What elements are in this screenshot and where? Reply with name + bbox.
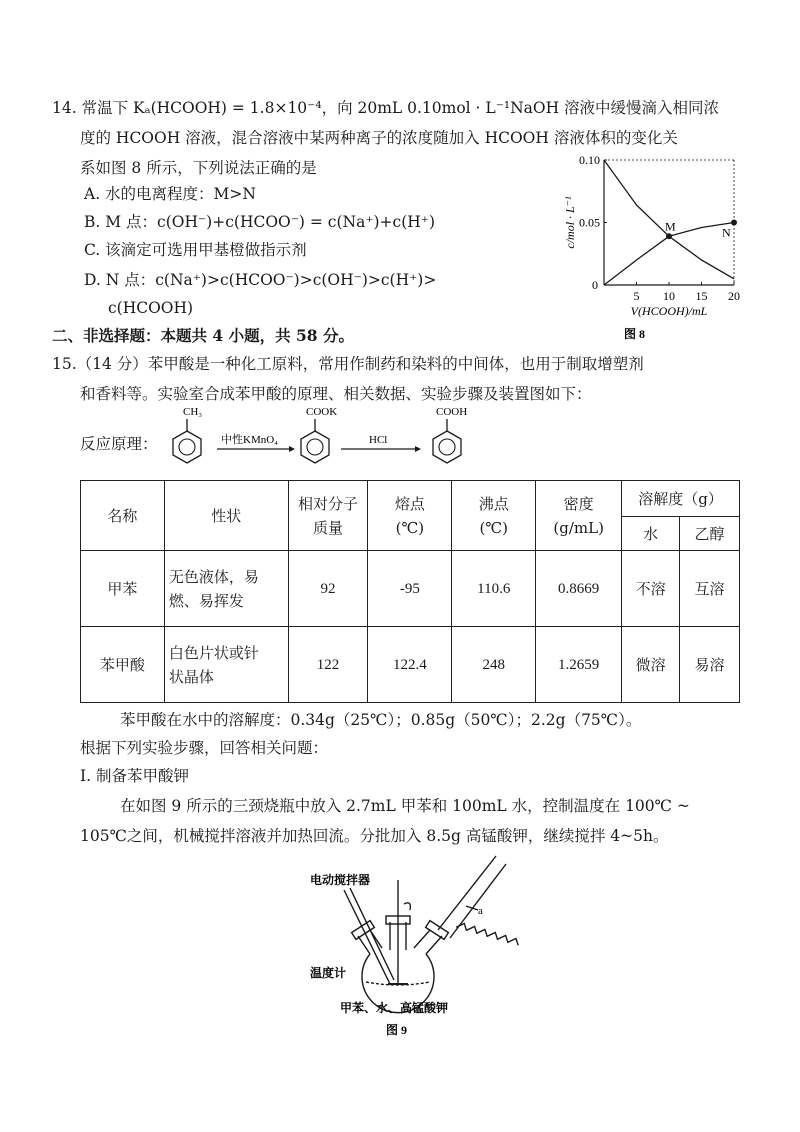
q14-line-1: 14. 常温下 Kₐ(HCOOH) = 1.8×10⁻⁴，向 20mL 0.10mol · L⁻¹NaOH 溶液中缓慢滴入相同浓 xyxy=(52,99,720,117)
flask-contents-label: 甲苯、水、高锰酸钾 xyxy=(340,1001,449,1015)
header-density: 密度 (g/mL) xyxy=(536,481,622,551)
point-m xyxy=(666,233,672,239)
step-1-line-2: 105℃之间，机械搅拌溶液并加热回流。分批加入 8.5g 高锰酸钾，继续搅拌 4~5h。 xyxy=(80,827,669,845)
header-name: 名称 xyxy=(81,481,165,551)
x-axis-label: V(HCOOH)/mL xyxy=(630,304,708,318)
q15-line-1: 15.（14 分）苯甲酸是一种化工原料，常用作制药和染料的中间体，也用于制取增塑剂 xyxy=(52,355,644,373)
x-tick-label: 15 xyxy=(695,289,708,303)
header-melting-point: 熔点 (℃) xyxy=(368,481,452,551)
q14-line-2: 度的 HCOOH 溶液，混合溶液中某两种离子的浓度随加入 HCOOH 溶液体积的变化关 xyxy=(80,129,678,147)
figure-9-caption: 图 9 xyxy=(386,1023,408,1037)
header-state: 性状 xyxy=(164,481,288,551)
point-n xyxy=(731,220,737,226)
solubility-note: 苯甲酸在水中的溶解度：0.34g（25℃）；0.85g（50℃）；2.2g（75℃）。 xyxy=(120,711,642,729)
stirrer-label: 电动搅拌器 xyxy=(310,873,371,887)
q14-option-a: A. 水的电离程度：M>N xyxy=(84,185,256,203)
header-molar-mass: 相对分子 质量 xyxy=(288,481,368,551)
figure-8-chart xyxy=(560,150,770,345)
origin-label: 0 xyxy=(592,278,598,292)
point-n-label: N xyxy=(722,225,731,240)
header-boiling-point: 沸点 (℃) xyxy=(452,481,536,551)
section-2-heading: 二、非选择题：本题共 4 小题，共 58 分。 xyxy=(52,326,354,345)
x-tick-label: 10 xyxy=(663,289,675,303)
properties-table xyxy=(80,480,740,703)
q15-line-2: 和香料等。实验室合成苯甲酸的原理、相关数据、实验步骤及装置图如下： xyxy=(80,385,592,403)
point-m-label: M xyxy=(665,219,676,234)
condenser-label-a: a xyxy=(478,905,483,917)
benzoic-acid-structure xyxy=(433,406,467,463)
q14-line-3: 系如图 8 所示，下列说法正确的是 xyxy=(80,159,317,177)
cooh-label: COOH xyxy=(436,406,468,418)
step-1-line-1: 在如图 9 所示的三颈烧瓶中放入 2.7mL 甲苯和 100mL 水，控制温度在 100℃ ~ xyxy=(120,797,690,815)
y-tick-label: 0.05 xyxy=(579,215,600,230)
answer-prompt: 根据下列实验步骤，回答相关问题： xyxy=(80,739,329,757)
cook-label: COOK xyxy=(306,406,338,418)
table-row: 甲苯 无色液体，易 燃、易挥发 92 -95 110.6 0.8669 不溶 互溶 xyxy=(81,551,740,627)
toluene-structure xyxy=(173,406,202,463)
toluene-ch3-label: CH₃ xyxy=(183,406,203,418)
y-axis-label: c/mol · L⁻¹ xyxy=(563,196,577,249)
table-row: 苯甲酸 白色片状或针 状晶体 122 122.4 248 1.2659 微溶 易溶 xyxy=(81,627,740,703)
reagent-kmno4: 中性KMnO₄ xyxy=(221,434,279,446)
header-solubility: 溶解度（g） xyxy=(622,481,740,517)
q14-option-d-cont: c(HCOOH) xyxy=(108,299,194,317)
q14-option-b: B. M 点：c(OH⁻)+c(HCOO⁻) = c(Na⁺)+c(H⁺) xyxy=(84,213,436,231)
table-header-row xyxy=(81,481,740,517)
q14-option-d: D. N 点：c(Na⁺)>c(HCOO⁻)>c(OH⁻)>c(H⁺)> xyxy=(84,271,437,289)
q14-option-c: C. 该滴定可选用甲基橙做指示剂 xyxy=(84,241,307,259)
thermometer-label: 温度计 xyxy=(310,966,347,980)
potassium-benzoate-structure xyxy=(301,406,337,463)
reaction-label: 反应原理： xyxy=(80,435,158,453)
x-tick-label: 20 xyxy=(728,289,740,303)
x-tick-label: 5 xyxy=(633,289,640,303)
header-ethanol: 乙醇 xyxy=(680,517,740,551)
step-1-title: Ⅰ. 制备苯甲酸钾 xyxy=(80,767,189,785)
y-tick-label: 0.10 xyxy=(579,153,600,167)
reagent-hcl: HCl xyxy=(369,434,388,446)
header-water: 水 xyxy=(622,517,680,551)
reaction-scheme xyxy=(165,405,485,473)
figure-9-apparatus xyxy=(300,850,530,1040)
figure-8-caption: 图 8 xyxy=(624,327,646,341)
